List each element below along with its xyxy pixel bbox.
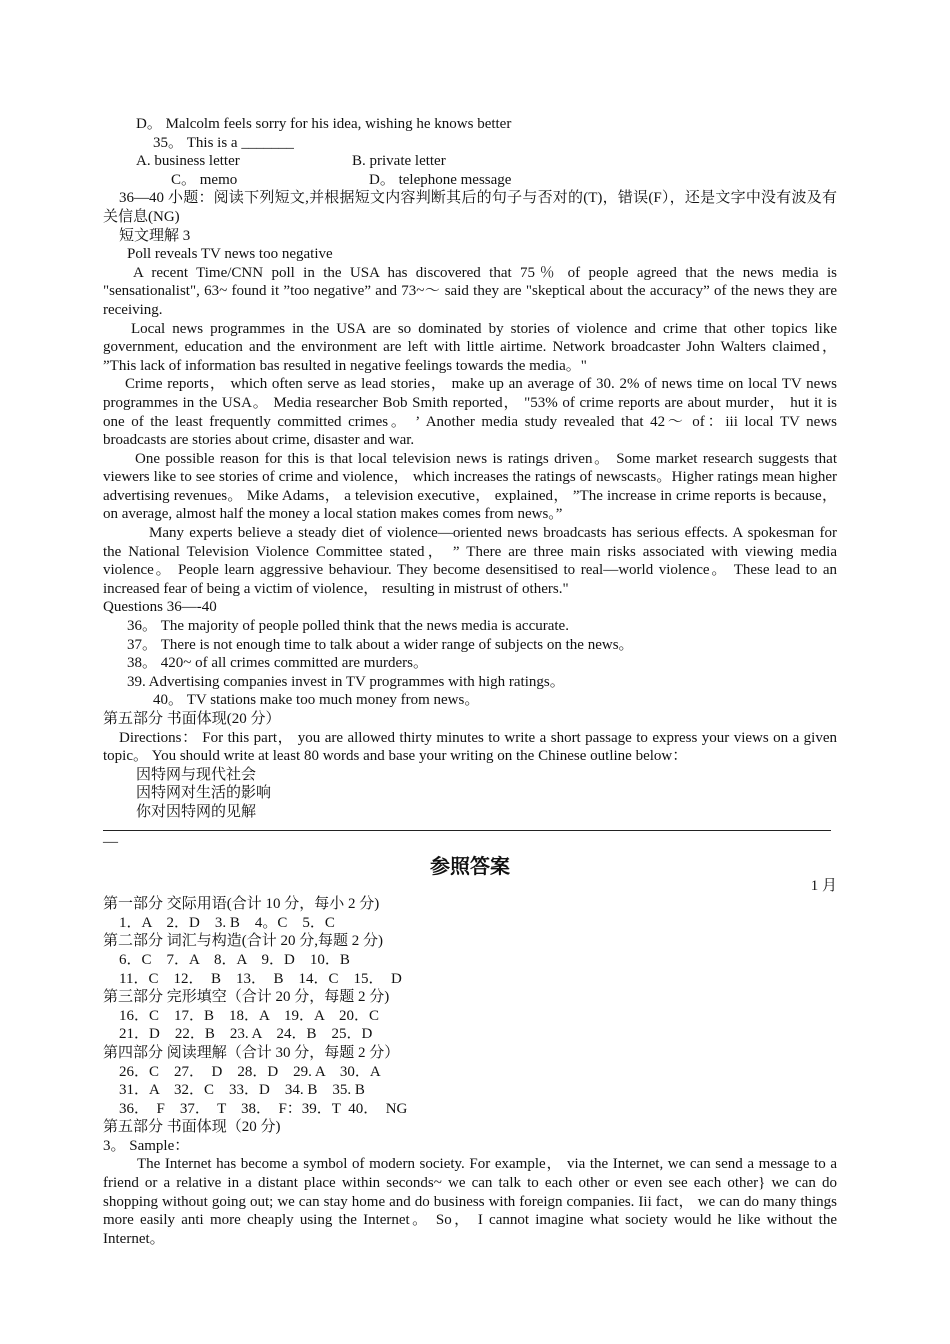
passage-paragraph: Many experts believe a steady diet of violence—oriented news broadcasts has serious effects. A spokesman for the National Television Violence Committee stated， ” There are three main risks associated with viewing media violence。 People learn aggressive behaviour. They become desensitised to real—world violence。 These lead to an increased fear of being a victim of violence， resulting in mistrust of others." [103, 525, 837, 597]
questions-label: Questions 36—-40 [103, 599, 217, 616]
q35-option-d: D。 telephone message [369, 171, 512, 188]
answers-line: 16．C 17．B 18．A 19．A 20．C [119, 1007, 380, 1024]
sample-text: The Internet has become a symbol of modern society. For example， via the Internet, we can send a message to a friend or a relative in a distant place within seconds~ we can talk to each other or even see each other} we can do shopping without going out; we can stay home and do business with foreign companies. Iii fact， we can do many things more easily anti more cheaply using the Internet。 So， I cannot imagine what society would he like without the Internet。 [103, 1156, 837, 1247]
document-page [103, 115, 837, 1248]
passage-paragraph: A recent Time/CNN poll in the USA has discovered that 75％ of people agreed that the news media is "sensationalist", 63~ found it ”too negative” and 73~～ said they are "skeptical about the accuracy” of the news they are receiving. [103, 264, 837, 318]
answers-line: 6．C 7．A 8．A 9．D 10．B [119, 951, 350, 968]
q35-options-row2 [103, 171, 837, 190]
question-item: 37。 There is not enough time to talk about a wider range of subjects on the news。 [127, 636, 634, 653]
outline-item: 因特网与现代社会 [136, 766, 257, 783]
question-item: 40。 TV stations make too much money from news。 [153, 692, 480, 709]
answers-line: 11．C 12． B 13． B 14．C 15． D [119, 970, 402, 987]
answers-line: 第四部分 阅读理解（合计 30 分，每题 2 分） [103, 1044, 400, 1061]
q35-option-c: C。 memo [171, 171, 238, 188]
q35-option-b: B. private letter [352, 153, 446, 170]
q35-stem: 35。 This is a _______ [153, 134, 294, 151]
sample-label: 3。 Sample： [103, 1137, 190, 1154]
question-item: 38。 420~ of all crimes committed are murders。 [127, 655, 428, 672]
section-instructions: 36—40 小题：阅读下列短文,并根据短文内容判断其后的句子与否对的(T)，错误(F），还是文字中没有波及有关信息(NG) [103, 190, 837, 225]
answers-title: 参照答案 [430, 853, 510, 878]
passage-paragraph: One possible reason for this is that local television news is ratings driven。 Some market research suggests that viewers like to see stories of crime and violence， which increases the ratings of newscasts。Higher ratings mean higher advertising revenues。 Mike Adams， a television executive， explained， ”The increase in crime reports is because， on average, almost half the money a local station makes comes from news。” [103, 450, 837, 523]
part5-directions: Directions： For this part， you are allowed thirty minutes to write a short passage to express your views on a given topic。 You should write at least 80 words and base your writing on the Chinese outline below： [103, 729, 837, 765]
answers-line: 36． F 37． T 38． F：39．T 40． NG [119, 1100, 408, 1117]
answers-line: 26．C 27． D 28．D 29. A 30．A [119, 1063, 381, 1080]
q35-options-row1 [103, 152, 837, 171]
answers-line: 第三部分 完形填空（合计 20 分，每题 2 分) [103, 989, 390, 1006]
passage-headline: Poll reveals TV news too negative [127, 246, 333, 263]
writing-line-continuation: — [103, 833, 118, 850]
part5-heading: 第五部分 书面体现(20 分） [103, 711, 281, 727]
passage-paragraph: Crime reports， which often serve as lead stories， make up an average of 30. 2% of news time on local TV news programmes in the USA。 Media researcher Bob Smith reported， "53% of crime reports are about murder， hut it is one of the least frequently committed crimes。 ’ Another media study revealed that 42～ of：iii local TV news broadcasts are stories about crime, disaster and war. [103, 376, 837, 449]
question-item: 39. Advertising companies invest in TV programmes with high ratings。 [127, 673, 565, 690]
q34-option-d: D。 Malcolm feels sorry for his idea, wishing he knows better [136, 116, 512, 132]
outline-item: 因特网对生活的影响 [136, 785, 272, 802]
answers-line: 21．D 22．B 23. A 24．B 25．D [119, 1026, 373, 1043]
answers-line: 第一部分 交际用语(合计 10 分，每小 2 分) [103, 896, 380, 913]
q35-option-a: A. business letter [136, 153, 240, 170]
section-label: 短文理解 3 [119, 227, 191, 244]
answers-line: 第五部分 书面体现（20 分) [103, 1119, 281, 1136]
passage-paragraph: Local news programmes in the USA are so dominated by stories of violence and crime that other topics like government, education and the environment are left with little airtime. Network broadcaster John Walters claimed， ”This lack of information bas resulted in negative feelings towards the media。" [103, 320, 837, 374]
outline-item: 你对因特网的见解 [136, 803, 257, 820]
answers-line: 第二部分 词汇与构造(合计 20 分,每题 2 分) [103, 933, 383, 950]
question-item: 36。 The majority of people polled think that the news media is accurate. [127, 618, 569, 635]
answers-month: 1 月 [810, 877, 837, 894]
writing-line [103, 830, 831, 831]
answers-line: 1．A 2．D 3. B 4。C 5．C [119, 914, 335, 931]
answers-line: 31．A 32．C 33．D 34. B 35. B [119, 1082, 365, 1099]
